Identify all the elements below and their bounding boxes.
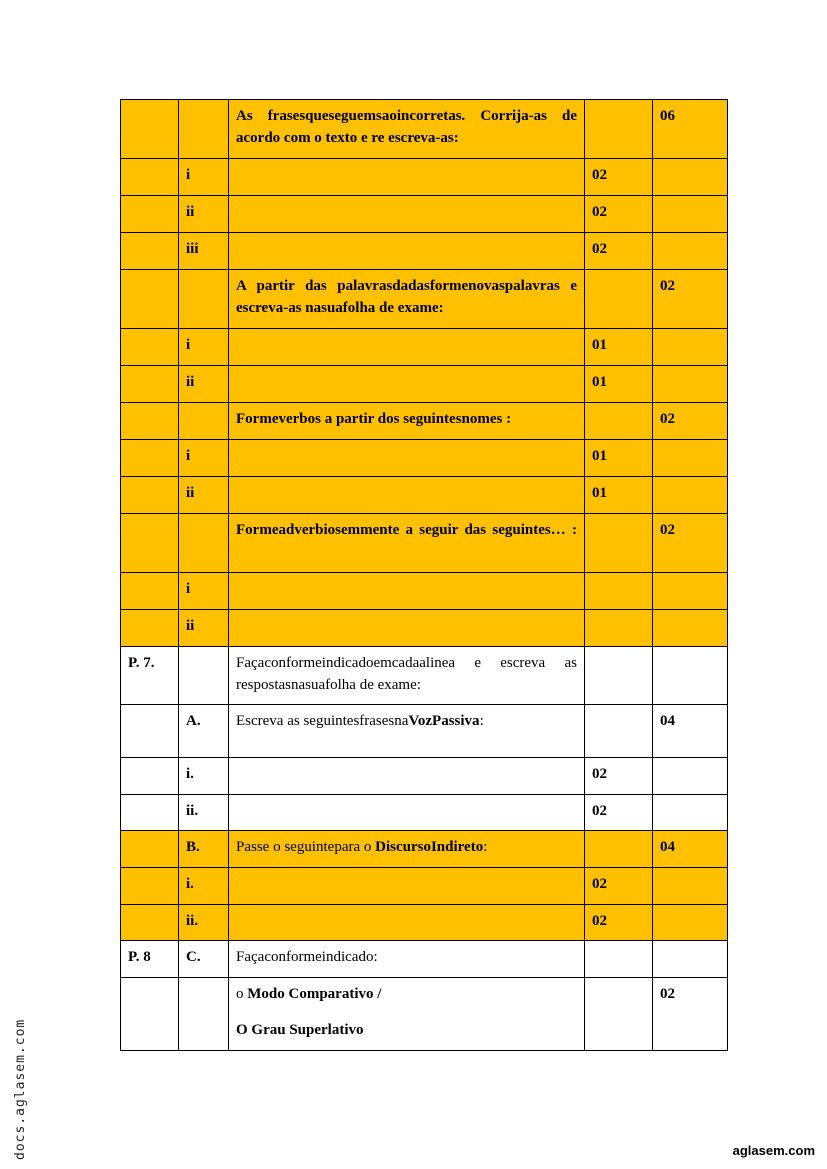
table-row [121,831,728,868]
table-row [121,329,728,366]
question-text [229,705,585,758]
sub-marks [585,705,653,758]
question-text-suffix: : [483,839,488,855]
question-number [121,366,179,403]
table-row [121,705,728,758]
table-row [121,758,728,795]
discurso-indireto-term: DiscursoIndireto [375,839,484,855]
modo-comparativo-term: Modo Comparativo / [247,986,382,1002]
question-text [229,831,585,868]
total-marks: 04 [653,831,728,868]
question-number [121,978,179,1051]
question-number [121,196,179,233]
total-marks [653,329,728,366]
sub-item-label: i [179,573,229,610]
total-marks [653,905,728,941]
sub-marks [585,831,653,868]
sub-item-label: i [179,440,229,477]
sub-marks: 02 [585,758,653,795]
total-marks: 02 [653,270,728,329]
total-marks [653,795,728,831]
sub-marks [585,403,653,440]
sub-marks [585,100,653,159]
table-row [121,610,728,647]
question-number [121,514,179,573]
sub-marks: 01 [585,366,653,403]
sub-item-label: ii [179,196,229,233]
table-row [121,905,728,941]
question-number [121,905,179,941]
sub-marks [585,941,653,978]
table-row [121,270,728,329]
sub-item-label: iii [179,233,229,270]
question-number [121,270,179,329]
sub-item-label: ii [179,477,229,514]
sub-item-label: i. [179,868,229,905]
total-marks [653,647,728,705]
line-spacer [236,1005,577,1019]
sub-item-label [179,978,229,1051]
sub-marks [585,647,653,705]
sub-item-label: B. [179,831,229,868]
sub-item-label: i [179,329,229,366]
question-number [121,233,179,270]
footer-brand-label: aglasem.com [732,1143,815,1158]
question-text [229,366,585,403]
table-row [121,941,728,978]
sub-item-label: ii. [179,905,229,941]
question-number [121,795,179,831]
table-row [121,573,728,610]
table-row [121,477,728,514]
table-row [121,196,728,233]
table-row [121,978,728,1051]
voz-passiva-term: VozPassiva [408,713,480,729]
total-marks [653,758,728,795]
question-number [121,100,179,159]
sub-marks: 02 [585,196,653,233]
sub-item-label: ii. [179,795,229,831]
table-row [121,233,728,270]
question-number [121,610,179,647]
question-text-prefix: o [236,986,248,1002]
total-marks [653,610,728,647]
sub-item-label [179,403,229,440]
table-row [121,647,728,705]
sub-marks [585,610,653,647]
sub-marks: 02 [585,233,653,270]
exam-question-table [120,99,728,1051]
question-number [121,477,179,514]
total-marks: 04 [653,705,728,758]
sub-item-label: i [179,159,229,196]
sub-marks: 02 [585,795,653,831]
question-text: Façaconformeindicado: [229,941,585,978]
sub-item-label: ii [179,610,229,647]
question-text-plain: Passe o seguintepara o [236,839,376,855]
table-row [121,159,728,196]
question-number: P. 7. [121,647,179,705]
sub-marks: 02 [585,159,653,196]
sub-marks [585,978,653,1051]
total-marks: 02 [653,514,728,573]
question-text [229,795,585,831]
table-row [121,440,728,477]
table-row [121,403,728,440]
question-number [121,758,179,795]
question-text [229,196,585,233]
total-marks [653,440,728,477]
total-marks [653,573,728,610]
sub-marks [585,573,653,610]
question-text: A partir das palavrasdadasformenovaspalavras e escreva-as nasuafolha de exame: [229,270,585,329]
question-text: Formeadverbiosemmente a seguir das seguintes… : [229,514,585,573]
question-text: Façaconformeindicadoemcadaalinea e escreva as respostasnasuafolha de exame: [229,647,585,705]
question-text: Formeverbos a partir dos seguintesnomes : [229,403,585,440]
total-marks [653,196,728,233]
question-text [229,477,585,514]
question-text: As frasesqueseguemsaoincorretas. Corrija-as de acordo com o texto e re escreva-as: [229,100,585,159]
total-marks: 02 [653,403,728,440]
question-text [229,573,585,610]
question-text [229,758,585,795]
table-row [121,868,728,905]
question-number [121,868,179,905]
sub-marks [585,270,653,329]
total-marks [653,868,728,905]
question-text-suffix: : [479,713,484,729]
sub-item-label [179,100,229,159]
question-text [229,440,585,477]
sub-item-label [179,514,229,573]
question-number [121,831,179,868]
sub-item-label [179,270,229,329]
total-marks: 02 [653,978,728,1051]
table-row [121,100,728,159]
total-marks [653,941,728,978]
sub-marks: 02 [585,905,653,941]
question-number [121,440,179,477]
sub-item-label [179,647,229,705]
total-marks: 06 [653,100,728,159]
question-number: P. 8 [121,941,179,978]
sub-item-label: ii [179,366,229,403]
question-number [121,329,179,366]
question-text [229,868,585,905]
sub-item-label: A. [179,705,229,758]
question-text [229,905,585,941]
sub-item-label: C. [179,941,229,978]
table-row [121,795,728,831]
total-marks [653,233,728,270]
question-text [229,329,585,366]
sub-marks: 01 [585,329,653,366]
grau-superlativo-term: O Grau Superlativo [236,1022,364,1038]
question-number [121,573,179,610]
source-watermark: docs.aglasem.com [13,1018,28,1160]
total-marks [653,159,728,196]
sub-marks: 01 [585,477,653,514]
question-text [229,159,585,196]
sub-item-label: i. [179,758,229,795]
sub-marks [585,514,653,573]
table-row [121,366,728,403]
question-number [121,159,179,196]
question-number [121,705,179,758]
question-number [121,403,179,440]
sub-marks: 02 [585,868,653,905]
sub-marks: 01 [585,440,653,477]
question-text-plain: Escreva as seguintesfrasesna [236,713,409,729]
total-marks [653,366,728,403]
question-text [229,978,585,1051]
table-row [121,514,728,573]
question-text [229,610,585,647]
total-marks [653,477,728,514]
question-text [229,233,585,270]
